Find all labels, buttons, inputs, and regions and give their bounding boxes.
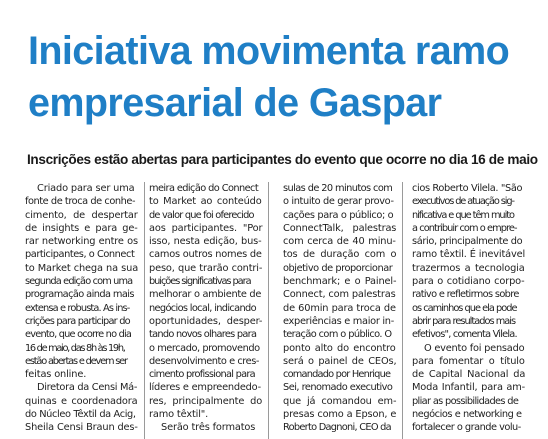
text-line: meira edição do Connect — [149, 183, 259, 194]
text-line: Connect, com palestras — [283, 289, 396, 301]
text-line: cações para o público; o — [283, 209, 394, 221]
text-line: negócios local, indicando — [149, 302, 256, 314]
text-line: evento, que ocorre no dia — [25, 329, 132, 341]
column-1 — [25, 182, 138, 435]
column-rule — [402, 182, 403, 439]
text-line: extensa e robusta. As ins- — [25, 302, 130, 314]
text-line: res, principalmente do — [149, 395, 263, 407]
text-line: de 60min para troca de — [283, 302, 396, 314]
text-line: tando novos olhares para — [149, 329, 257, 341]
text-line: benchmark; e o Painel- — [283, 276, 397, 288]
text-line: trazermos a tecnologia — [412, 262, 525, 274]
text-line: ramo têxtil. É inevitável — [412, 249, 526, 261]
text-line: executivos de atuação sig- — [412, 196, 514, 208]
text-line: camos outros nomes de — [149, 249, 262, 261]
text-line: será o painel de CEOs, — [283, 355, 397, 367]
text-line: ponto alto do encontro — [283, 342, 396, 354]
column-3 — [283, 182, 396, 435]
text-line: ConnectTalk, palestras — [283, 222, 397, 234]
text-line: crições para participar do — [25, 315, 130, 327]
text-line: desenvolvimento e cres- — [149, 355, 259, 367]
text-line: rar networking entre os — [25, 236, 138, 248]
text-line: teração com o público. O — [283, 329, 392, 341]
text-line: efetivos", comenta Vilela. — [412, 329, 517, 341]
text-line: quinas e coordenadora — [25, 395, 138, 407]
text-line: Criado para ser uma — [37, 183, 135, 194]
text-line: Moda Infantil, para am- — [412, 382, 526, 394]
column-2 — [149, 182, 262, 435]
column-4 — [412, 182, 525, 435]
text-line: presas como a Epson, e — [283, 409, 397, 421]
text-line: isso, nesta edição, bus- — [149, 236, 262, 248]
text-line: estão abertas e devem ser — [25, 355, 127, 367]
text-line: fonte de troca de conhe- — [25, 196, 136, 208]
text-line: sário, principalmente do — [412, 236, 523, 248]
text-line: cimento profissional para — [149, 369, 255, 381]
text-line: ramo têxtil". — [149, 409, 209, 421]
text-line: a contribuir com o empre- — [412, 222, 517, 234]
text-line: experiências e maior in- — [283, 315, 394, 327]
text-line: o mercado, promovendo — [149, 342, 260, 354]
column-rule — [144, 182, 145, 439]
text-line: do Núcleo Têxtil da Acig, — [25, 409, 136, 421]
text-line: feitas online. — [25, 369, 87, 381]
text-line: Sei, renomado executivo — [283, 382, 393, 394]
text-line: oportunidades, desper- — [149, 315, 263, 327]
text-line: Serão três formatos — [161, 422, 256, 434]
text-line: que já comandou em- — [283, 395, 397, 407]
text-line: nificativa e que têm muito — [412, 209, 514, 221]
text-line: cios Roberto Vilela. "São — [412, 183, 523, 194]
text-line: rativo e refletirmos sobre — [412, 289, 519, 301]
text-line: objetivo de proporcionar — [283, 262, 393, 274]
headline-line-2: empresarial de Gaspar — [28, 81, 442, 125]
headline-line-1: Iniciativa movimenta ramo — [28, 29, 510, 73]
headline — [28, 25, 543, 129]
text-line: fortalecer o grande volu- — [412, 422, 521, 434]
text-line: peso, que trarão contri- — [149, 262, 263, 274]
text-line: segunda edição com uma — [25, 276, 133, 288]
text-line: O evento foi pensado — [424, 342, 525, 354]
text-line: de Capital Nacional da — [412, 369, 526, 381]
text-line: programação ainda mais — [25, 289, 134, 301]
text-line: sulas de 20 minutos com — [283, 183, 393, 194]
text-line: os caminhos que ela pode — [412, 302, 517, 314]
text-line: tos de duração com o — [283, 249, 397, 261]
text-line: Roberto Dagnoni, CEO da — [283, 422, 391, 434]
text-line: Diretora da Censi Má- — [37, 382, 138, 394]
text-line: o intuito de gerar provo- — [283, 196, 394, 208]
text-line: com cerca de 40 minu- — [283, 236, 396, 248]
text-line: melhorar o ambiente de — [149, 289, 262, 301]
text-line: to Market chega na sua — [25, 262, 139, 274]
text-line: Sheila Censi Braun des- — [25, 422, 138, 434]
text-line: 16 de maio, das 8h às 19h, — [25, 342, 125, 354]
text-line: participantes, o Connect — [25, 249, 135, 261]
article-body — [25, 182, 548, 439]
text-line: líderes e empreendedo- — [149, 382, 261, 394]
text-line: de insights e para ge- — [25, 222, 138, 234]
text-line: para fomentar o título — [412, 355, 525, 367]
text-line: to Market ao conteúdo — [149, 196, 262, 208]
text-line: de valor que foi oferecido — [149, 209, 254, 221]
text-line: cimento, de despertar — [25, 209, 138, 221]
text-line: comandado por Henrique — [283, 369, 391, 381]
text-line: aos participantes. "Por — [149, 222, 263, 234]
text-line: negócios e networking e — [412, 409, 522, 421]
column-rule — [268, 182, 269, 439]
text-line: pliar as possibilidades de — [412, 395, 519, 407]
text-line: para o cotidiano corpo- — [412, 276, 525, 288]
text-line: abrir para resultados mais — [412, 315, 516, 327]
subheadline: Inscrições estão abertas para participantes do evento que ocorre no dia 16 de maio — [27, 152, 538, 167]
text-line: buições significativas para — [149, 276, 251, 288]
